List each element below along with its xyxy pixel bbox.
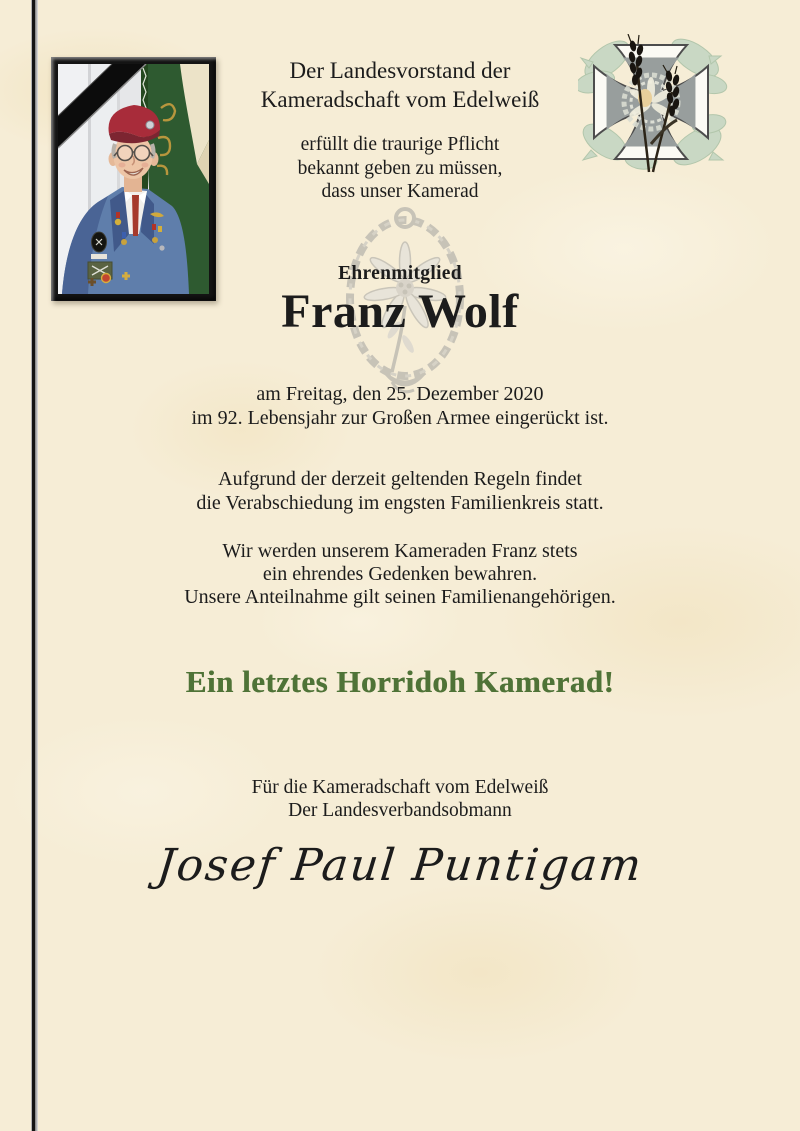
remembrance-line-1: Wir werden unserem Kameraden Franz stets <box>222 540 578 562</box>
intro-line-3: dass unser Kamerad <box>321 181 479 202</box>
death-date-info <box>0 383 800 430</box>
notice-line-1: Aufgrund der derzeit geltenden Regeln findet <box>218 468 582 490</box>
organization-header <box>0 56 800 114</box>
header-line-2: Kameradschaft vom Edelweiß <box>260 87 540 112</box>
signature: Josef Paul Puntigam <box>154 840 646 891</box>
remembrance-line-3: Unsere Anteilnahme gilt seinen Familienangehörigen. <box>184 586 616 608</box>
closing-text <box>0 776 800 822</box>
remembrance-line-2: ein ehrendes Gedenken bewahren. <box>262 563 538 585</box>
funeral-notice <box>0 468 800 515</box>
remembrance-text <box>0 540 800 609</box>
deceased-name: Franz Wolf <box>281 285 519 338</box>
intro-line-1: erfüllt die traurige Pflicht <box>300 134 500 155</box>
header-line-1: Der Landesvorstand der <box>289 58 511 83</box>
closing-line-1: Für die Kameradschaft vom Edelweiß <box>251 777 549 798</box>
intro-text <box>0 133 800 204</box>
death-date-line-2: im 92. Lebensjahr zur Großen Armee eingerückt ist. <box>191 406 609 429</box>
honorific-title: Ehrenmitglied <box>338 263 462 284</box>
notice-line-2: die Verabschiedung im engsten Familienkreis statt. <box>196 491 604 514</box>
farewell-motto: Ein letztes Horridoh Kamerad! <box>185 664 615 699</box>
death-date-line-1: am Freitag, den 25. Dezember 2020 <box>256 383 544 405</box>
closing-line-2: Der Landesverbandsobmann <box>288 800 512 821</box>
intro-line-2: bekannt geben zu müssen, <box>297 157 503 179</box>
